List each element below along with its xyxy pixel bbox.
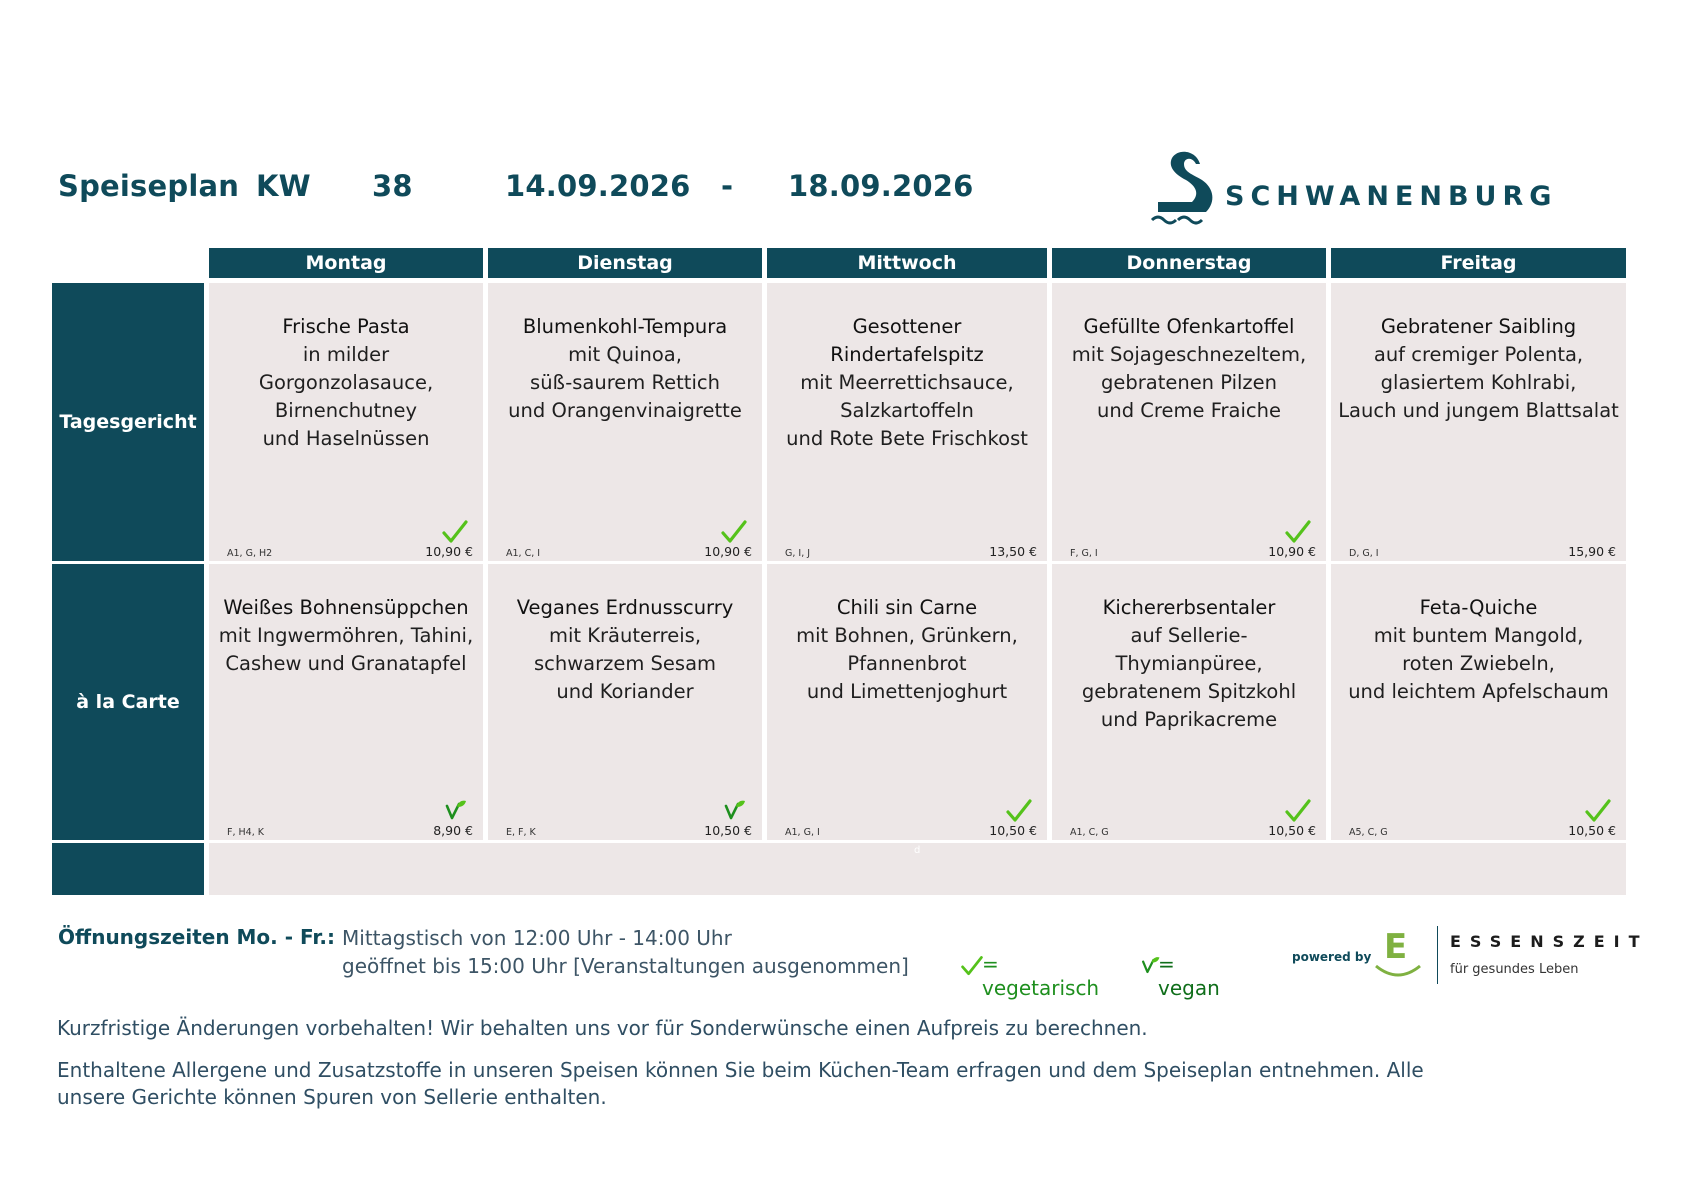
day-header-monday: Montag: [209, 248, 483, 278]
dish-title: Frische Pasta: [282, 315, 410, 338]
dish-line: schwarzem Sesam: [533, 652, 717, 675]
day-header-wednesday: Mittwoch: [767, 248, 1047, 278]
menu-cell-tagesgericht-wednesday: [767, 283, 1047, 561]
swan-icon: [1148, 142, 1222, 230]
dish-text: [1331, 594, 1626, 706]
price: 10,50 €: [1568, 823, 1616, 838]
essenszeit-divider: [1437, 926, 1438, 984]
dish-title: Veganes Erdnusscurry: [516, 596, 734, 619]
dish-text: [1052, 594, 1326, 734]
vegan-leaf-check-icon: [720, 798, 748, 824]
vegetarian-check-icon: [720, 519, 748, 545]
notice-allergens-line2: unsere Gerichte können Spuren von Sellerie enthalten.: [57, 1085, 607, 1109]
dish-line: und Orangenvinaigrette: [508, 399, 742, 422]
legend-vegan-text: = vegan: [1158, 952, 1220, 1000]
menu-cell-a-la-carte-wednesday: [767, 564, 1047, 840]
menu-cell-a-la-carte-thursday: [1052, 564, 1326, 840]
vegan-leaf-check-icon: [441, 798, 469, 824]
price: 10,50 €: [989, 823, 1037, 838]
price: 10,50 €: [1268, 823, 1316, 838]
dish-text: [209, 313, 483, 453]
allergen-codes: D, G, I: [1349, 548, 1379, 559]
menu-cell-tagesgericht-tuesday: [488, 283, 762, 561]
dish-line: mit Meerrettichsauce,: [800, 371, 1014, 394]
powered-by-text: powered by: [1292, 950, 1372, 964]
dish-title-line2: Rindertafelspitz: [830, 343, 984, 366]
day-header-thursday: Donnerstag: [1052, 248, 1326, 278]
allergen-codes: A1, C, I: [506, 548, 541, 559]
menu-cell-a-la-carte-friday: [1331, 564, 1626, 840]
allergen-codes: A1, G, H2: [227, 548, 273, 559]
price: 10,50 €: [704, 823, 752, 838]
allergen-codes: F, G, I: [1070, 548, 1098, 559]
dish-line: süß-saurem Rettich: [530, 371, 720, 394]
essenszeit-name: ESSENSZEIT: [1450, 932, 1649, 951]
dish-title: Gesottener: [852, 315, 962, 338]
dish-line: und Rote Bete Frischkost: [786, 427, 1028, 450]
dish-title: Blumenkohl-Tempura: [522, 315, 728, 338]
dish-line: Lauch und jungem Blattsalat: [1338, 399, 1619, 422]
notice-allergens-line1: Enthaltene Allergene und Zusatzstoffe in unseren Speisen können Sie beim Küchen-Team erfragen und dem Speiseplan entnehmen. Alle: [57, 1058, 1424, 1082]
vegetarian-check-icon: [1005, 798, 1033, 824]
smile-arc-icon: [1374, 962, 1422, 982]
dish-line: mit Ingwermöhren, Tahini,: [218, 624, 474, 647]
allergen-codes: A1, G, I: [785, 827, 820, 838]
price: 13,50 €: [989, 544, 1037, 559]
dish-title: Kichererbsentaler: [1102, 596, 1276, 619]
date-to: 18.09.2026: [788, 169, 974, 203]
dish-line: Pfannenbrot: [847, 652, 967, 675]
dish-text: [488, 313, 762, 425]
dish-line: Thymianpüree,: [1115, 652, 1263, 675]
opening-hours-line1: Mittagstisch von 12:00 Uhr - 14:00 Uhr: [342, 926, 732, 950]
legend-vegetarian-text: = vegetarisch: [982, 952, 1100, 1000]
dish-line: und Koriander: [556, 680, 694, 703]
allergen-codes: F, H4, K: [227, 827, 264, 838]
price: 10,90 €: [425, 544, 473, 559]
dish-title: Gebratener Saibling: [1380, 315, 1577, 338]
essenszeit-letter-e: E: [1384, 927, 1408, 967]
dish-line: gebratenen Pilzen: [1100, 371, 1278, 394]
vegetarian-check-icon: [960, 954, 984, 978]
dish-title: Weißes Bohnensüppchen: [223, 596, 469, 619]
price: 10,90 €: [1268, 544, 1316, 559]
opening-hours-label: Öffnungszeiten Mo. - Fr.:: [58, 925, 335, 949]
allergen-codes: E, F, K: [506, 827, 536, 838]
date-from: 14.09.2026: [505, 169, 691, 203]
dish-title: Feta-Quiche: [1419, 596, 1538, 619]
row-header-tagesgericht: Tagesgericht: [52, 283, 204, 561]
row-header-empty: [52, 843, 204, 895]
empty-row: [209, 843, 1626, 895]
menu-cell-a-la-carte-monday: [209, 564, 483, 840]
dish-line: in milder: [302, 343, 390, 366]
vegetarian-check-icon: [1284, 519, 1312, 545]
opening-hours-line2: geöffnet bis 15:00 Uhr [Veranstaltungen ausgenommen]: [342, 954, 909, 978]
page-title: Speiseplan: [58, 169, 240, 203]
dish-line: roten Zwiebeln,: [1402, 652, 1555, 675]
dish-text: [767, 594, 1047, 706]
dish-text: [1331, 313, 1626, 425]
dish-line: auf cremiger Polenta,: [1373, 343, 1584, 366]
dish-line: mit Bohnen, Grünkern,: [796, 624, 1018, 647]
dish-line: Birnenchutney: [274, 399, 418, 422]
dish-line: mit Kräuterreis,: [548, 624, 702, 647]
menu-cell-tagesgericht-thursday: [1052, 283, 1326, 561]
vegetarian-check-icon: [441, 519, 469, 545]
dish-line: Cashew und Granatapfel: [225, 652, 467, 675]
kw-number: 38: [372, 169, 413, 203]
date-separator: -: [721, 169, 734, 203]
vegetarian-check-icon: [1584, 798, 1612, 824]
essenszeit-tagline: für gesundes Leben: [1450, 962, 1579, 977]
price: 15,90 €: [1568, 544, 1616, 559]
dish-line: gebratenem Spitzkohl: [1081, 680, 1297, 703]
dish-text: [767, 313, 1047, 453]
dish-line: Salzkartoffeln: [840, 399, 974, 422]
dish-line: und Haselnüssen: [262, 427, 430, 450]
day-header-tuesday: Dienstag: [488, 248, 762, 278]
empty-row-note: d: [914, 845, 921, 856]
dish-text: [1052, 313, 1326, 425]
dish-line: mit Sojageschnezeltem,: [1071, 343, 1307, 366]
dish-title: Chili sin Carne: [836, 596, 978, 619]
dish-line: und leichtem Apfelschaum: [1348, 680, 1609, 703]
dish-line: glasiertem Kohlrabi,: [1380, 371, 1577, 394]
row-header-a-la-carte: à la Carte: [52, 564, 204, 840]
dish-line: mit Quinoa,: [568, 343, 682, 366]
dish-text: [209, 594, 483, 678]
vegetarian-check-icon: [1284, 798, 1312, 824]
notice-changes: Kurzfristige Änderungen vorbehalten! Wir behalten uns vor für Sonderwünsche einen Aufpreis zu berechnen.: [57, 1016, 1148, 1040]
logo-text: SCHWANENBURG: [1225, 181, 1558, 212]
day-header-friday: Freitag: [1331, 248, 1626, 278]
price: 10,90 €: [704, 544, 752, 559]
allergen-codes: G, I, J: [785, 548, 811, 559]
kw-label: KW: [256, 169, 311, 203]
dish-line: auf Sellerie-: [1130, 624, 1248, 647]
dish-line: mit buntem Mangold,: [1373, 624, 1584, 647]
price: 8,90 €: [433, 823, 473, 838]
dish-line: Gorgonzolasauce,: [258, 371, 434, 394]
menu-cell-tagesgericht-friday: [1331, 283, 1626, 561]
menu-cell-tagesgericht-monday: [209, 283, 483, 561]
dish-line: und Limettenjoghurt: [806, 680, 1008, 703]
dish-text: [488, 594, 762, 706]
menu-cell-a-la-carte-tuesday: [488, 564, 762, 840]
dish-line: und Creme Fraiche: [1097, 399, 1281, 422]
dish-title: Gefüllte Ofenkartoffel: [1083, 315, 1295, 338]
allergen-codes: A1, C, G: [1070, 827, 1109, 838]
allergen-codes: A5, C, G: [1349, 827, 1388, 838]
dish-line: und Paprikacreme: [1100, 708, 1278, 731]
